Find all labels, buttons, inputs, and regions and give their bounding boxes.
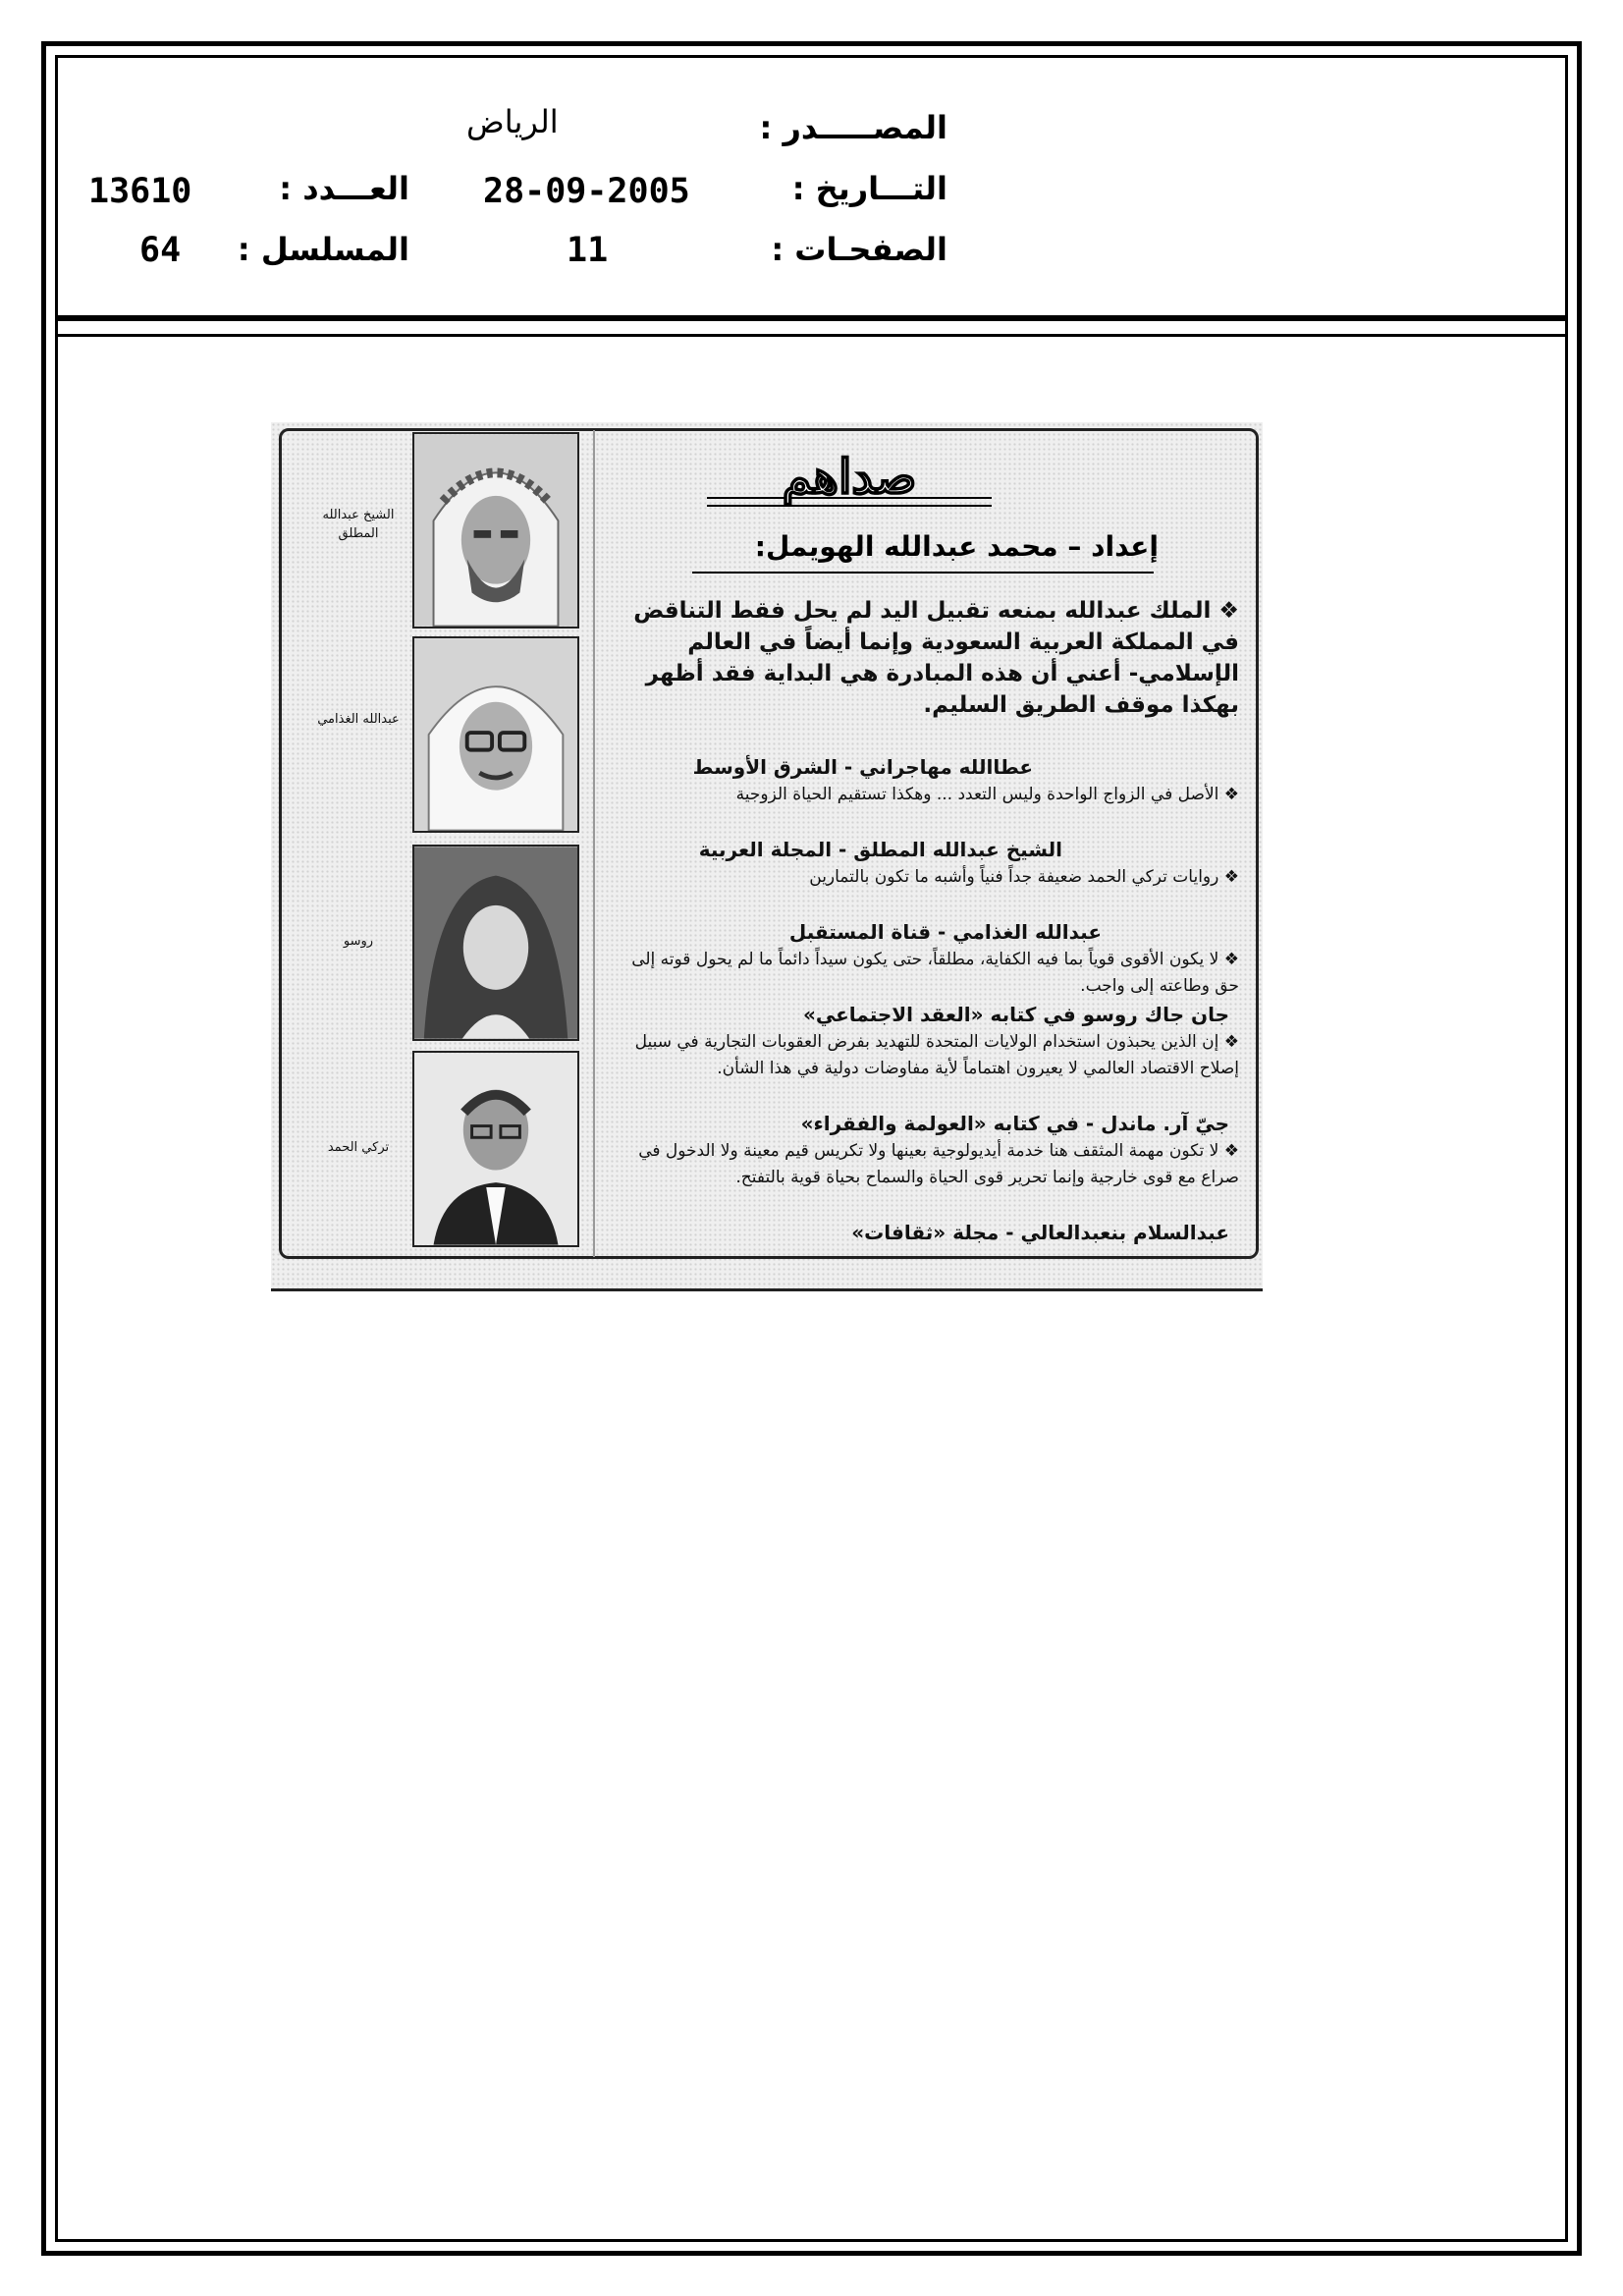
portrait-illustration xyxy=(414,638,577,831)
column-separator xyxy=(593,430,595,1257)
quote-text: ❖ لا يكون الأقوى قوياً بما فيه الكفاية، مطلقاً، حتى يكون سيداً دائماً ما لم يحول قوته إلى حق وطاعته إلى واجب. xyxy=(631,950,1239,996)
photo-abdullah-alghathami xyxy=(412,636,579,833)
portrait-illustration xyxy=(414,1053,577,1245)
quote-attribution: الشيخ عبدالله المطلق - المجلة العربية xyxy=(698,838,1062,861)
quote-text: ❖ روايات تركي الحمد ضعيفة جداً فنياً وأشبه ما تكون بالتمارين xyxy=(809,867,1239,887)
clipping-bottom-rule xyxy=(271,1288,1263,1291)
portrait-illustration xyxy=(414,434,577,627)
caption-alghathami: عبدالله الغذامي xyxy=(317,712,400,727)
date-label: التـــاريخ : xyxy=(791,170,947,207)
clipping-title: صداهم xyxy=(782,450,917,505)
serial-label: المسلسل : xyxy=(237,231,409,268)
photo-turki-alhamad xyxy=(412,1051,579,1247)
quote-attribution: عبدالله الغذامي - قناة المستقبل xyxy=(788,920,1102,944)
source-value: الرياض xyxy=(466,103,559,140)
date-value: 28-09-2005 xyxy=(483,172,690,211)
issue-label: العـــدد : xyxy=(279,170,409,207)
issue-value: 13610 xyxy=(88,172,192,211)
quote-attribution: عطاالله مهاجراني - الشرق الأوسط xyxy=(692,755,1033,779)
serial-value: 64 xyxy=(139,231,182,270)
quote-text: ❖ لا تكون مهمة المثقف هنا خدمة أيديولوجية بعينها ولا تكريس قيم معينة ولا الدخول في صراع مع قوى خارجية وإنما تحرير قوى الحياة والسماح بحياة قوية بالتفتح. xyxy=(638,1141,1239,1187)
pages-value: 11 xyxy=(567,231,609,270)
caption-sheikh-almutlaq: الشيخ عبدالله المطلق xyxy=(322,508,395,541)
clipping-title-block xyxy=(687,440,1011,528)
quote-attribution: جان جاك روسو في كتابه «العقد الاجتماعي» xyxy=(802,1003,1229,1026)
quote-text: ❖ إن الذين يحبذون استخدام الولايات المتحدة للتهديد بفرض العقوبات التجارية في سبيل إصلاح الاقتصاد العالمي لا يعيرون اهتماماً لأية مفاوضات دولية في هذا الشأن. xyxy=(634,1032,1239,1078)
photo-sheikh-almutlaq xyxy=(412,432,579,629)
byline-underline xyxy=(692,572,1154,574)
quote-attribution: جيّ آر. ماندل - في كتابه «العولمة والفقراء» xyxy=(800,1112,1229,1135)
quote-text: ❖ الملك عبدالله بمنعه تقبيل اليد لم يحل فقط التناقض في المملكة العربية السعودية وإنما أيضاً في العالم الإسلامي- أعني أن هذه المبادرة هي البداية فقد أظهر بهكذا موقف الطريق السليم. xyxy=(633,598,1239,718)
pages-label: الصفحـات : xyxy=(771,231,947,268)
caption-rousseau: روسو xyxy=(343,934,374,949)
header-divider-thick xyxy=(55,315,1568,321)
portrait-illustration xyxy=(414,847,577,1039)
quote-attribution: عبدالسلام بنعبدالعالي - مجلة «ثقافات» xyxy=(851,1221,1229,1244)
quote-text: ❖ الأصل في الزواج الواحدة وليس التعدد ... وهكذا تستقيم الحياة الزوجية xyxy=(735,785,1239,804)
header-divider-thin xyxy=(55,334,1568,337)
clipping-byline: إعداد – محمد عبدالله الهويمل: xyxy=(754,530,1159,563)
source-label: المصـــــدر : xyxy=(759,109,947,146)
photo-rousseau xyxy=(412,845,579,1041)
caption-alhamad: تركي الحمد xyxy=(327,1140,390,1155)
